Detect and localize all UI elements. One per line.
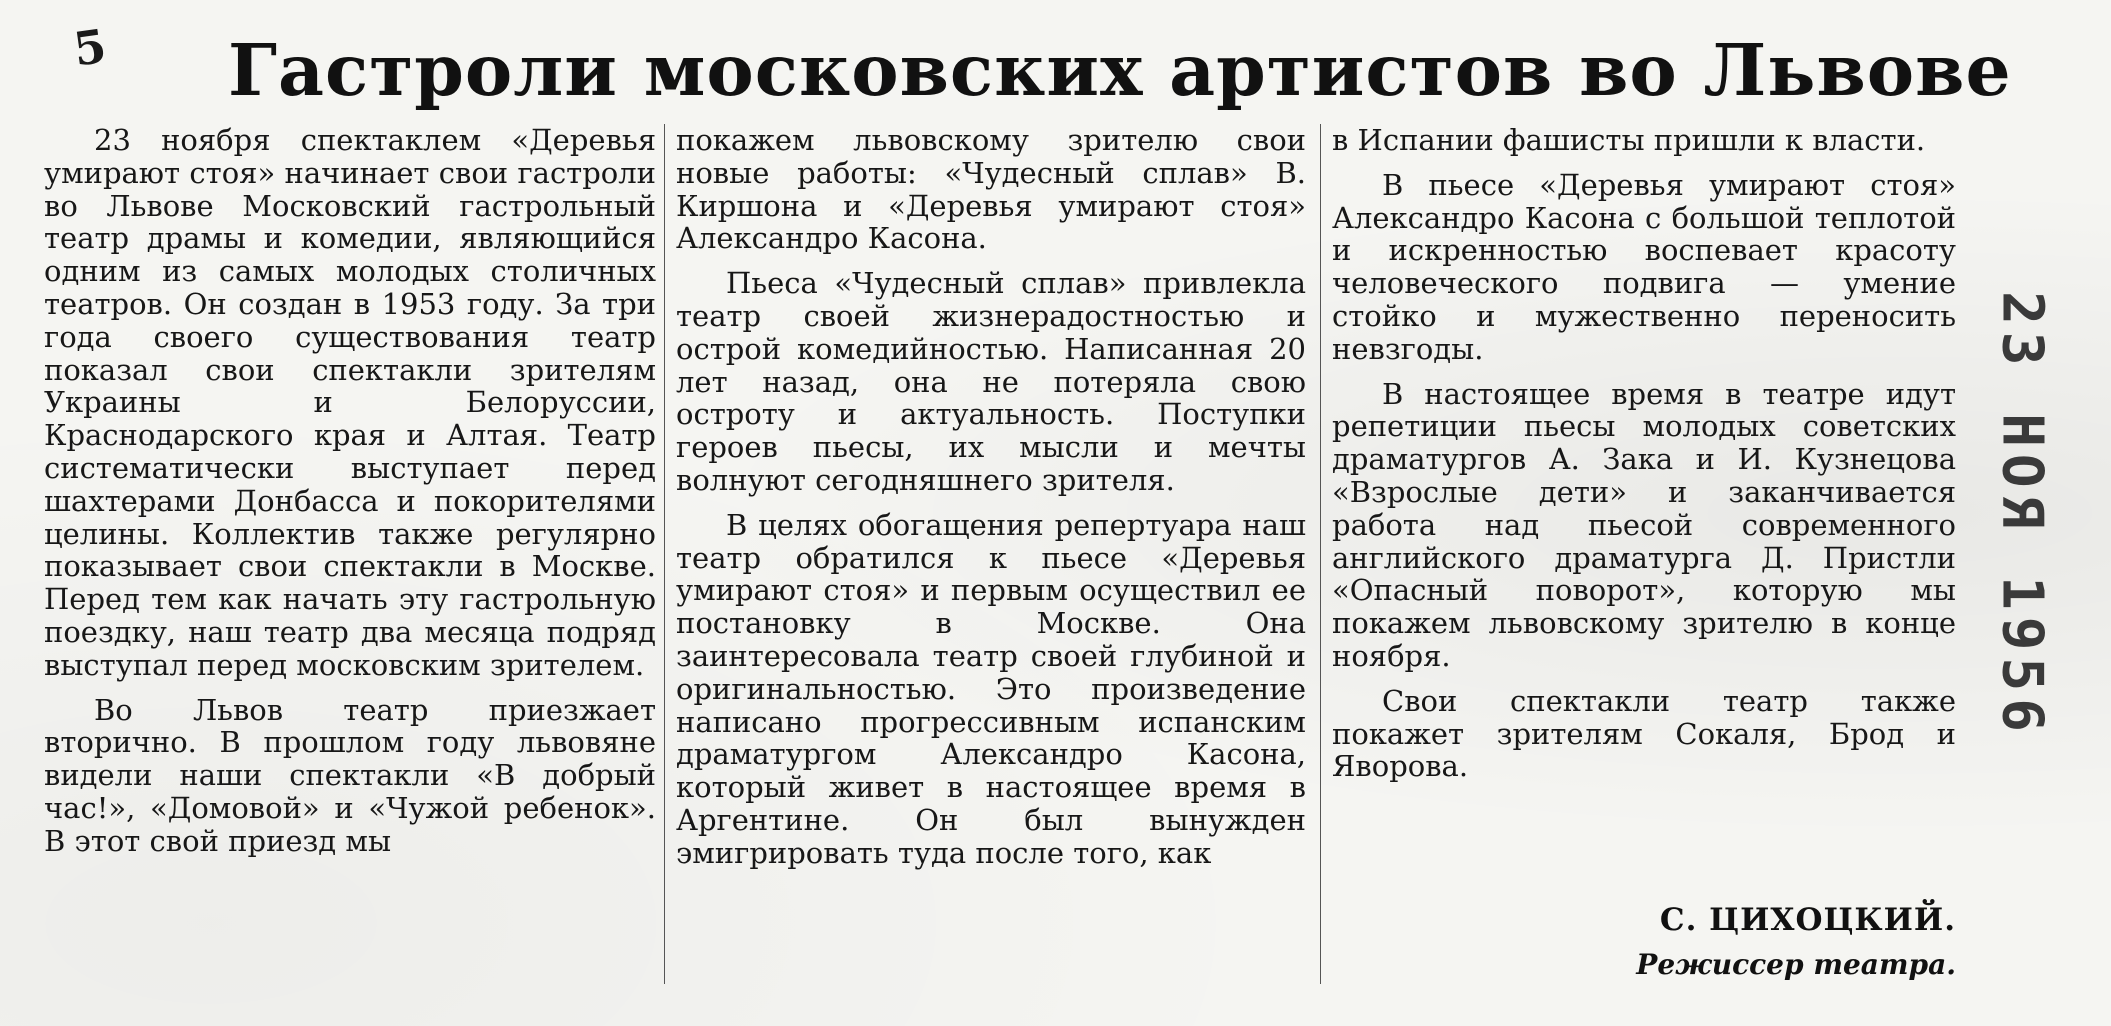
article-column-1 [44, 124, 656, 994]
paragraph: В целях обогащения репертуара наш театр обратился к пьесе «Деревья умирают стоя» и первым осуществил ее постановку в Москве. Она заинтересовала театр своей глубиной и оригинальностью. Это произведение написано прогрессивным испанским драматургом Александро Касона, который живет в настоящее время в Аргентине. Он был вынужден эмигрировать туда после того, как [676, 507, 1306, 870]
paragraph: Свои спектакли театр также покажет зрителям Сокаля, Брод и Яворова. [1332, 683, 1956, 784]
paragraph: В пьесе «Деревья умирают стоя» Александро Касона с большой теплотой и искренностью воспевает красоту человеческого подвига — умение стойко и мужественно переносить невзгоды. [1332, 167, 1956, 366]
paragraph: Во Львов театр приезжает вторично. В прошлом году львовяне видели наши спектакли «В добрый час!», «Домовой» и «Чужой ребенок». В этот свой приезд мы [44, 692, 656, 858]
paragraph: Пьеса «Чудесный сплав» привлекла театр своей жизнерадостностью и острой комедийностью. Написанная 20 лет назад, она не потеряла свою остроту и актуальность. Поступки героев пьесы, их мысли и мечты волнуют сегодняшнего зрителя. [676, 266, 1306, 497]
paragraph: в Испании фашисты пришли к власти. [1332, 123, 1926, 157]
paragraph: 23 ноября спектаклем «Деревья умирают стоя» начинает свои гастроли во Львове Московский гастрольный театр драмы и комедии, являющийся одним из самых молодых столичных театров. Он создан в 1953 году. За три года своего существования театр показал свои спектакли зрителям Украины и Белоруссии, Краснодарского края и Алтая. Театр систематически выступает перед шахтерами Донбасса и покорителями целины. Коллектив также регулярно показывает свои спектакли в Москве. Перед тем как начать эту гастрольную поездку, наш театр два месяца подряд выступал перед московским зрителем. [44, 123, 656, 682]
paragraph: В настоящее время в театре идут репетиции пьесы молодых советских драматургов А. Зака и И. Кузнецова «Взрослые дети» и заканчивается работа над пьесой современного английского драматурга Д. Пристли «Опасный поворот», которую мы покажем львовскому зрителю в конце ноября. [1332, 376, 1956, 673]
paragraph: покажем львовскому зрителю свои новые работы: «Чудесный сплав» В. Киршона и «Деревья умирают стоя» Александро Касона. [676, 123, 1306, 256]
column-divider [664, 124, 665, 984]
author-name: С. ЦИХОЦКИЙ. [1659, 902, 1956, 938]
headline: Гастроли московских артистов во Львове [228, 28, 2012, 112]
handwritten-mark: 5 [70, 18, 110, 77]
article-column-3 [1332, 124, 1956, 994]
date-stamp-text: 23 НОЯ 1956 [1989, 291, 2055, 739]
author-role: Режиссер театра. [1636, 948, 1956, 981]
article-column-2 [676, 124, 1306, 994]
date-stamp [1982, 90, 2062, 940]
column-divider [1320, 124, 1321, 984]
